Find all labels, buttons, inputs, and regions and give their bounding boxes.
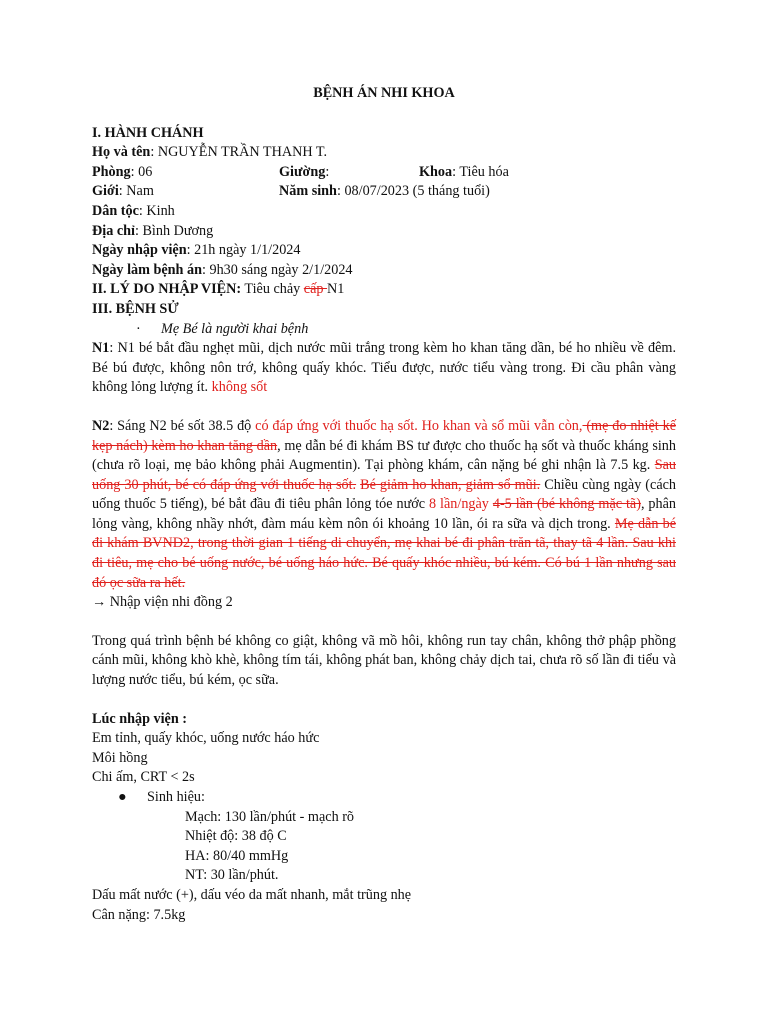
room-value: : 06 xyxy=(130,163,153,180)
dept-value: : Tiêu hóa xyxy=(452,163,509,180)
bed-field xyxy=(279,163,329,183)
dehydration-signs: Dấu mất nước (+), dấu véo da mất nhanh, mắt trũng nhẹ xyxy=(92,886,412,903)
n2-deleted-text: 4-5 lần (bé không mặc tã) xyxy=(492,496,641,513)
room-bed-dept-row xyxy=(92,163,676,183)
admission-status-label: Lúc nhập viện : xyxy=(92,710,188,727)
n1-label: N1 xyxy=(92,340,110,357)
address-row xyxy=(92,222,676,242)
record-label: Ngày làm bệnh án xyxy=(92,261,202,278)
informant-text: Mẹ Bé là người khai bệnh xyxy=(161,320,309,337)
vitals-label: Sinh hiệu: xyxy=(147,789,205,805)
vital-blood-pressure: HA: 80/40 mmHg xyxy=(185,847,289,864)
section-administrative: I. HÀNH CHÁNH xyxy=(92,124,204,141)
admit-value: : 21h ngày 1/1/2024 xyxy=(186,242,301,259)
dob-label: Năm sinh xyxy=(279,183,337,200)
section-history xyxy=(92,300,676,320)
bed-value: : xyxy=(325,163,330,180)
record-date-row xyxy=(92,261,676,281)
reason-struck-text: cấp xyxy=(303,281,328,298)
day2-history xyxy=(92,417,676,593)
n2-text: , mẹ dẫn bé đi khám BS tư được cho thuốc hạ sốt và thuốc kháng sinh (chưa rõ loại, mẹ bảo không phải Augmentin). Tại phòng khám, cân nặng bé ghi nhận là 7.5 kg. xyxy=(92,437,676,474)
informant-row xyxy=(92,320,676,340)
address-value: : Bình Dương xyxy=(134,222,214,239)
n2-text: : Sáng N2 bé sốt 38.5 độ xyxy=(109,417,256,434)
bullet-icon: ● xyxy=(118,789,127,805)
vital-pulse: Mạch: 130 lần/phút - mạch rõ xyxy=(185,808,355,825)
body-weight: Cân nặng: 7.5kg xyxy=(92,906,186,923)
section-history-label: . BỆNH SỬ xyxy=(108,300,179,317)
section-history-number: III xyxy=(92,300,109,317)
dob-value: : 08/07/2023 (5 tháng tuổi) xyxy=(336,183,490,200)
patient-name-row xyxy=(92,143,676,163)
sex-dob-row xyxy=(92,182,676,202)
ethnic-label: Dân tộc xyxy=(92,202,139,219)
name-label: Họ và tên xyxy=(92,144,151,161)
n2-inserted-text: có đáp ứng với thuốc hạ sốt. Ho khan và sổ mũi vẫn còn, xyxy=(255,417,583,434)
document-title: BỆNH ÁN NHI KHOA xyxy=(313,85,455,101)
reason-day: N1 xyxy=(327,281,345,298)
admission-consciousness: Em tỉnh, quấy khóc, uống nước háo hức xyxy=(92,730,320,747)
n2-text: Chiều cùng ngày (cách uống thuốc 5 tiếng), bé bắt đầu đi tiêu phân lỏng tóe nước xyxy=(92,476,677,513)
admission-date-row xyxy=(92,241,676,261)
section-reason-label: II. LÝ DO NHẬP VIỆN: xyxy=(92,281,242,298)
n2-deleted-text: Bé giảm ho khan, giảm sổ mũi. xyxy=(360,476,541,493)
n2-deleted-text: (mẹ đo nhiệt kế kẹp nách) kèm ho khan tăng dần xyxy=(92,417,676,454)
n2-deleted-text: Sau uống 30 phút, bé có đáp ứng với thuốc hạ sốt. xyxy=(92,457,676,493)
vital-respiratory-rate: NT: 30 lần/phút. xyxy=(185,867,279,884)
ethnic-value: : Kinh xyxy=(138,202,175,219)
department-field xyxy=(419,163,509,183)
room-field xyxy=(92,163,152,183)
name-value: : NGUYỄN TRẦN THANH T. xyxy=(150,144,328,161)
transfer-line: → Nhập viện nhi đồng 2 xyxy=(92,594,233,611)
reason-for-admission-row xyxy=(92,280,676,300)
admission-lips: Môi hồng xyxy=(92,749,148,766)
admission-extremities: Chi ấm, CRT < 2s xyxy=(92,769,195,786)
ethnicity-row xyxy=(92,202,676,222)
sex-field xyxy=(92,182,154,202)
n1-text: : N1 bé bắt đầu nghẹt mũi, dịch nước mũi trắng trong kèm ho khan tăng dần, bé ho nhiều về đêm. Bé bú được, không nôn trớ, không quấy khóc. Tiểu được, nước tiểu vàng trong. Đi cầu phân vàng không lỏng lượng ít. xyxy=(92,340,676,396)
reason-text: Tiêu chảy xyxy=(241,281,304,298)
dept-label: Khoa xyxy=(419,163,453,180)
admit-label: Ngày nhập viện xyxy=(92,242,187,259)
n2-deleted-text: Mẹ dẫn bé đi khám BVNĐ2, trong thời gian 1 tiếng di chuyển, mẹ khai bé đi phân trăn tã, thay tã 4 lần. Sau khi đi tiêu, mẹ cho bé uống nước, bé uống háo hức. Bé quấy khóc nhiều, bú kém. Có bú 1 lần nhưng sau đó ọc sữa ra hết. xyxy=(92,515,676,591)
day1-history xyxy=(92,339,676,398)
n2-label: N2 xyxy=(92,417,110,434)
record-value: : 9h30 sáng ngày 2/1/2024 xyxy=(201,261,353,278)
address-label: Địa chỉ xyxy=(92,222,135,239)
room-label: Phòng xyxy=(92,163,131,180)
n1-inserted-text: không sốt xyxy=(211,379,268,396)
dob-field xyxy=(279,182,490,202)
n2-text: , phân lỏng vàng, không nhầy nhớt, đàm máu kèm nôn ói khoảng 10 lần, ói ra sữa và dịch trong. xyxy=(92,496,676,532)
course-of-illness: Trong quá trình bệnh bé không co giật, không vã mồ hôi, không run tay chân, không thở phập phồng cánh mũi, không khò khè, không tím tái, không phát ban, không chảy dịch tai, chưa rõ số lần đi tiểu và lượng nước tiểu, bú kém, ọc sữa. xyxy=(92,632,676,689)
sex-value: : Nam xyxy=(118,183,154,200)
vital-signs-heading xyxy=(92,788,676,808)
medical-record-document xyxy=(92,84,676,925)
sex-label: Giới xyxy=(92,183,119,200)
bed-label: Giường xyxy=(279,163,326,180)
n2-inserted-text: 8 lần/ngày xyxy=(429,496,489,513)
vital-temperature: Nhiệt độ: 38 độ C xyxy=(185,828,287,845)
bullet-icon: · xyxy=(136,320,141,337)
